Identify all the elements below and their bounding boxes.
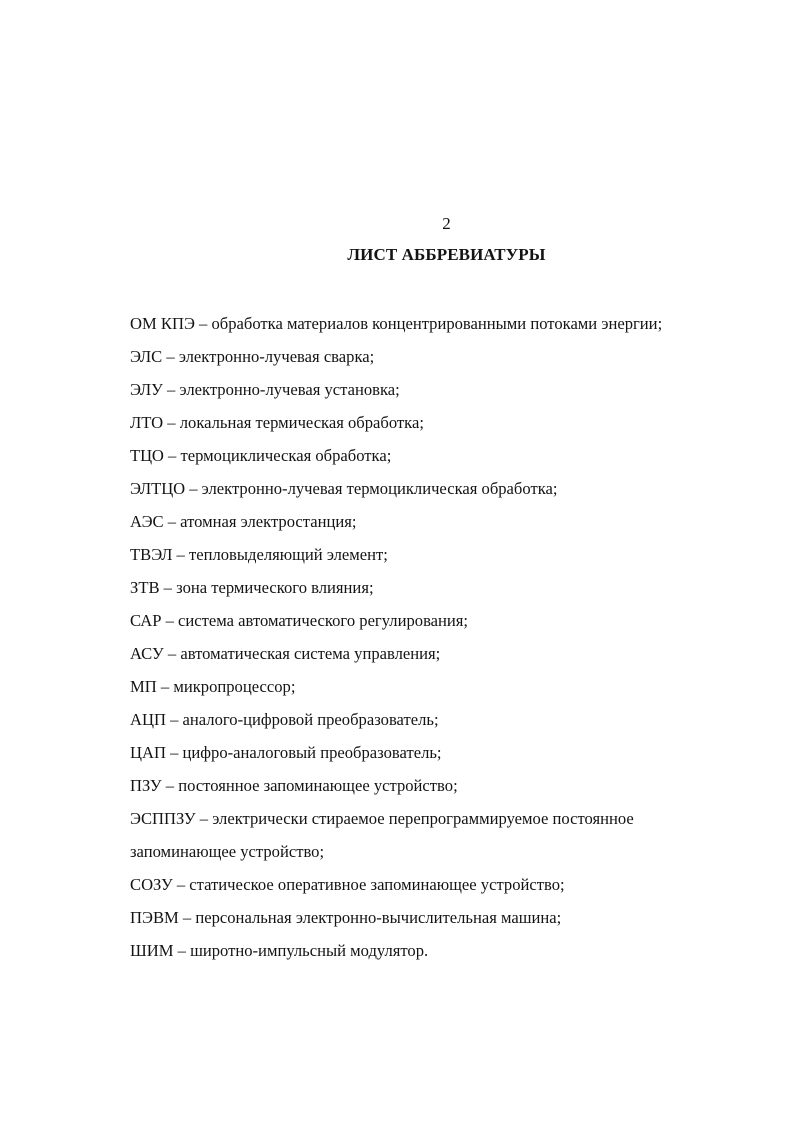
list-item: ОМ КПЭ – обработка материалов концентрированными потоками энергии; (130, 314, 663, 333)
list-item: АСУ – автоматическая система управления; (130, 644, 441, 663)
list-item: ПЗУ – постоянное запоминающее устройство; (130, 776, 458, 795)
list-item-wrapped (130, 802, 730, 868)
list-item: МП – микропроцессор; (130, 677, 296, 696)
list-item: СОЗУ – статическое оперативное запоминающее устройство; (130, 875, 565, 894)
abbreviation-list (130, 307, 730, 967)
page-title: ЛИСТ АББРЕВИАТУРЫ (347, 245, 546, 264)
list-item: ЗТВ – зона термического влияния; (130, 578, 374, 597)
list-item: АЭС – атомная электростанция; (130, 512, 357, 531)
list-item: ШИМ – широтно-импульсный модулятор. (130, 941, 429, 960)
list-item: ПЭВМ – персональная электронно-вычислительная машина; (130, 908, 562, 927)
list-item-line: запоминающее устройство; (130, 842, 325, 861)
list-item: ТВЭЛ – тепловыделяющий элемент; (130, 545, 388, 564)
list-item: ЭЛС – электронно-лучевая сварка; (130, 347, 375, 366)
list-item: ЭЛУ – электронно-лучевая установка; (130, 380, 400, 399)
list-item: ЦАП – цифро-аналоговый преобразователь; (130, 743, 442, 762)
list-item: АЦП – аналого-цифровой преобразователь; (130, 710, 439, 729)
list-item: ЭЛТЦО – электронно-лучевая термоциклическая обработка; (130, 479, 558, 498)
list-item-line: ЭСППЗУ – электрически стираемое перепрограммируемое постоянное (130, 809, 634, 828)
list-item: ТЦО – термоциклическая обработка; (130, 446, 392, 465)
list-item: САР – система автоматического регулирования; (130, 611, 469, 630)
list-item: ЛТО – локальная термическая обработка; (130, 413, 424, 432)
page-number: 2 (442, 214, 451, 233)
